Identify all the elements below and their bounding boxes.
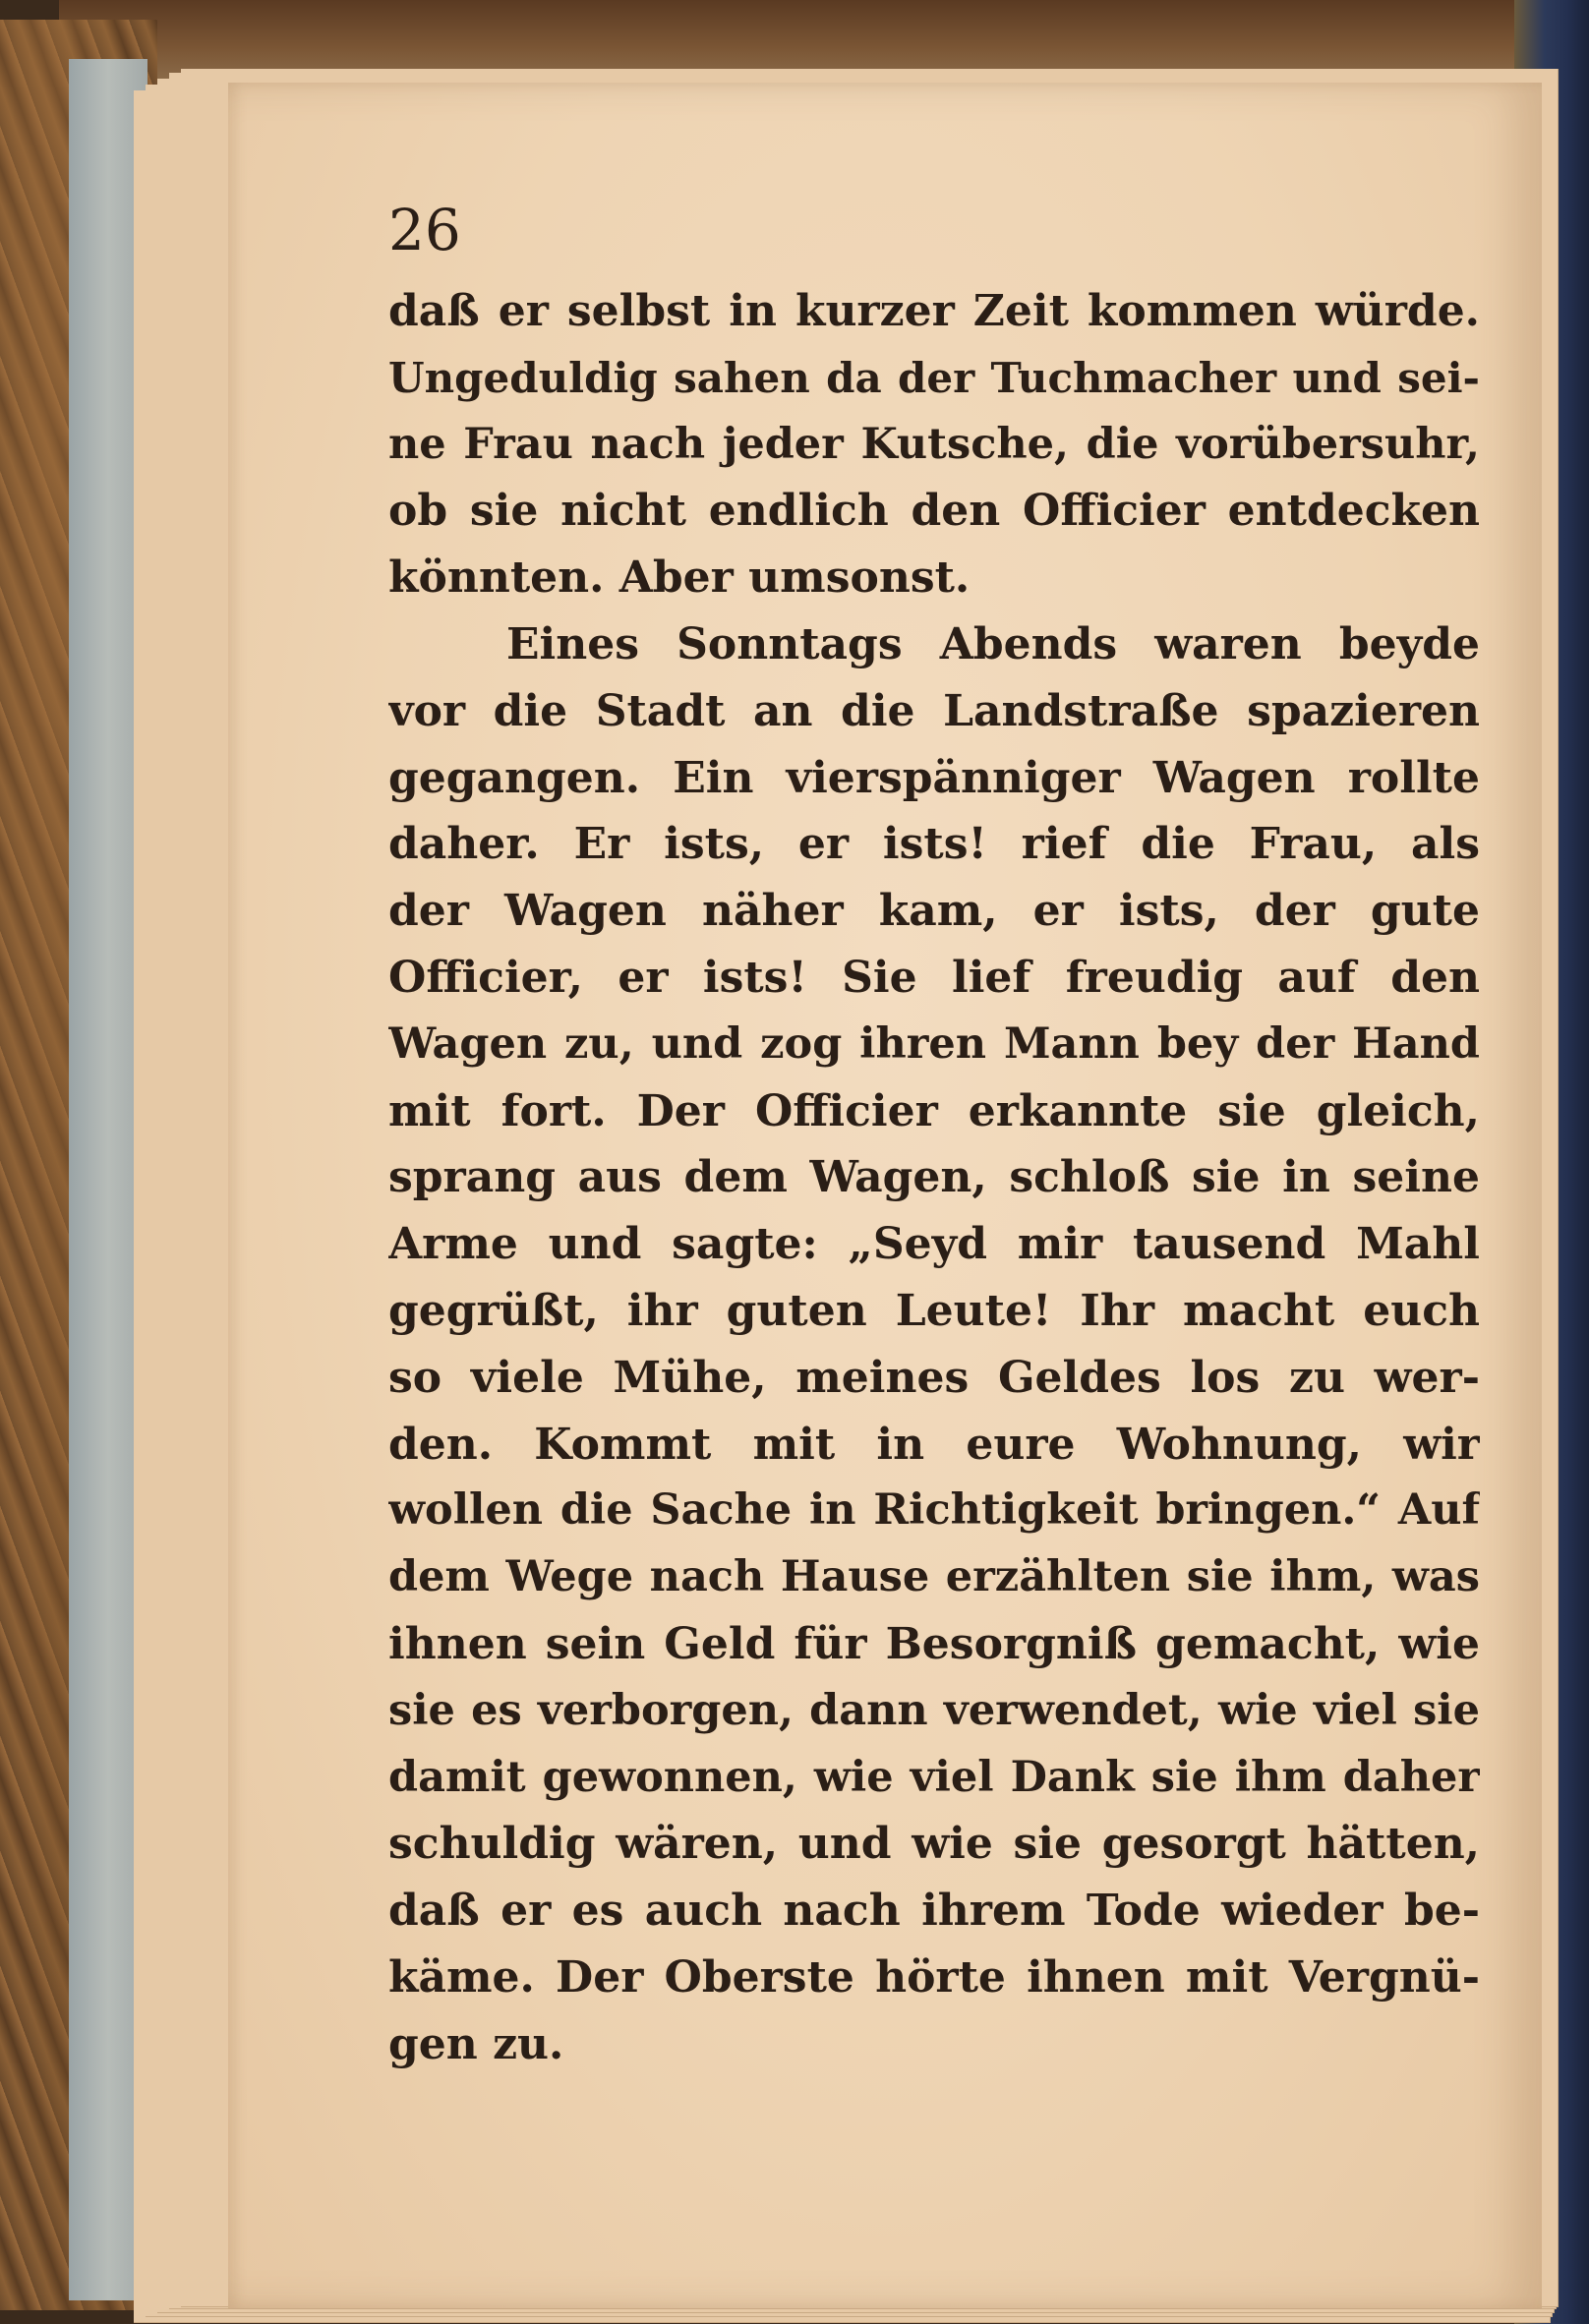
text-line: ihnen sein Geld für Besorgniß gemacht, wie (388, 1618, 1480, 1669)
text-line: sprang aus dem Wagen, schloß sie in seine (388, 1152, 1480, 1203)
page-number: 26 (388, 197, 461, 263)
text-line: gen zu. (388, 2018, 564, 2069)
text-line: vor die Stadt an die Landstraße spazieren (388, 685, 1480, 736)
text-line: daher. Er ists, er ists! rief die Frau, als (388, 819, 1480, 870)
text-line: wollen die Sache in Richtigkeit bringen.“ Auf (388, 1485, 1480, 1536)
text-line: Wagen zu, und zog ihren Mann bey der Hand (388, 1018, 1480, 1069)
text-line: käme. Der Oberste hörte ihnen mit Vergnü- (388, 1951, 1480, 2003)
text-line: sie es verborgen, dann verwendet, wie viel sie (388, 1685, 1480, 1735)
body-text (388, 278, 1480, 2078)
text-line: daß er es auch nach ihrem Tode wieder be- (388, 1886, 1480, 1937)
text-line: gegangen. Ein vierspänniger Wagen rollte (388, 752, 1480, 803)
text-line: dem Wege nach Hause erzählten sie ihm, was (388, 1552, 1480, 1602)
text-line: schuldig wären, und wie sie gesorgt hätten, (388, 1819, 1480, 1870)
text-line: Ungeduldig sahen da der Tuchmacher und sei- (388, 353, 1480, 402)
text-line: damit gewonnen, wie viel Dank sie ihm daher (388, 1752, 1480, 1802)
text-line: gegrüßt, ihr guten Leute! Ihr macht euch (388, 1285, 1480, 1336)
text-line: Arme und sagte: „Seyd mir tausend Mahl (388, 1219, 1480, 1270)
text-line: Eines Sonntags Abends waren beyde (506, 618, 1480, 669)
text-line: mit fort. Der Officier erkannte sie gleich, (388, 1085, 1480, 1136)
text-line: so viele Mühe, meines Geldes los zu wer- (388, 1352, 1480, 1403)
text-line: ob sie nicht endlich den Officier entdecken (388, 486, 1480, 537)
text-line: ne Frau nach jeder Kutsche, die vorübersuhr, (388, 419, 1480, 469)
text-line: Officier, er ists! Sie lief freudig auf den (388, 952, 1480, 1003)
text-line: daß er selbst in kurzer Zeit kommen würde. (388, 286, 1480, 336)
cover-top-edge (59, 0, 1554, 79)
text-line: könnten. Aber umsonst. (388, 552, 971, 604)
text-line: der Wagen näher kam, er ists, der gute (388, 886, 1480, 937)
text-line: den. Kommt mit in eure Wohnung, wir (388, 1419, 1480, 1470)
